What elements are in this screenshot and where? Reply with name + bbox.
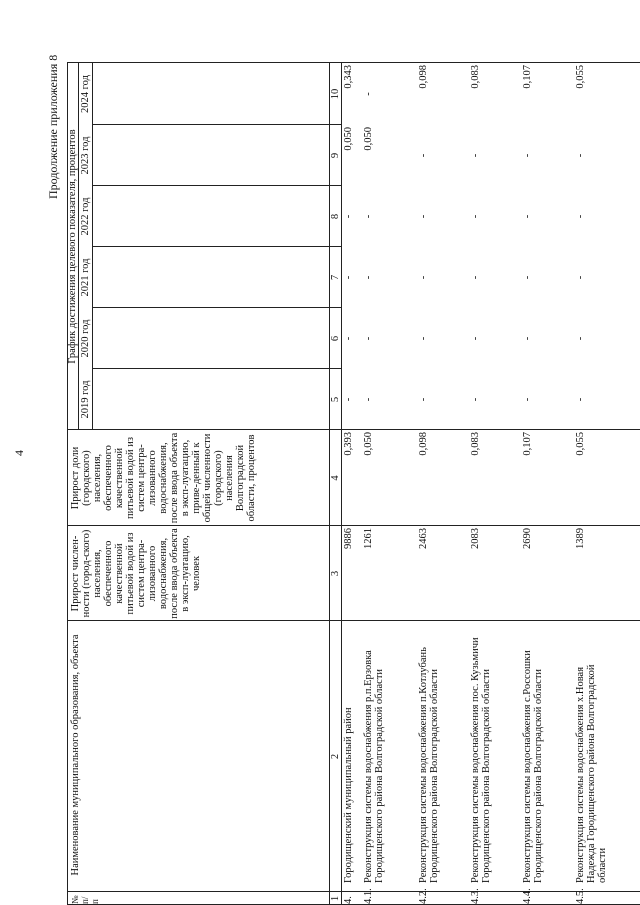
row-2021: - (343, 275, 354, 280)
col-divider-9 (92, 124, 341, 125)
row-name: Реконструкция системы водоснабжения пос. Кузьмичи Городищенского района Волгоградской области (470, 637, 492, 883)
row-2021: - (470, 275, 481, 280)
row-2019: - (470, 397, 481, 402)
header-col1: № п/п (70, 895, 100, 904)
row-2022: - (470, 214, 481, 219)
row-name: Реконструкция системы водоснабжения х.Новая Надежда Городищенского района Волгоградской области (575, 664, 608, 883)
row-2023: - (418, 153, 429, 158)
row-number: 4. (343, 896, 354, 904)
row-share: 0,055 (575, 432, 586, 456)
row-population: 2083 (470, 528, 481, 549)
row-2024: 0,055 (575, 65, 586, 89)
row-2019: - (343, 397, 354, 402)
row-number: 4.3. (470, 888, 481, 904)
row-2023: - (470, 153, 481, 158)
year-2021: 2021 год (80, 258, 91, 297)
row-share: 0,107 (522, 432, 533, 456)
row-2023: - (575, 153, 586, 158)
row-number: 4.2. (418, 888, 429, 904)
page-number: 4 (12, 450, 26, 456)
colnum-10: 10 (330, 88, 341, 100)
row-name: Реконструкция системы водоснабжения с.Россошки Городищенского района Волгоградской области (522, 650, 544, 883)
header-col3: Прирост числен-ности (город-ского) населения, обеспеченного качественной питьевой водой из систем центра-лизованного водоснабжения, после ввода объекта в эксп-луатацию, человек (70, 528, 202, 619)
header-col4: Прирост доли (городского) населения, обеспеченного качественной питьевой водой из систем центра-лизованного водоснабжения, после ввода объекта в эксп-луатацию, приве-денный к общей численности (городского) населения Волгоградской области, процентов (70, 432, 257, 524)
row-number: 4.1. (363, 888, 374, 904)
row-population: 9886 (343, 528, 354, 549)
row-2022: - (522, 214, 533, 219)
appendix-continuation: Продолжение приложения 8 (46, 54, 60, 199)
colnum-9: 9 (330, 152, 341, 159)
row-2021: - (363, 275, 374, 280)
row-2020: - (418, 336, 429, 341)
row-name: Реконструкция системы водоснабжения п.Котлубань Городищенского района Волгоградской области (418, 647, 440, 883)
row-2023: 0,050 (343, 127, 354, 151)
row-share: 0,050 (363, 432, 374, 456)
row-population: 2463 (418, 528, 429, 549)
col-divider-1 (67, 891, 640, 892)
colnum-5: 5 (330, 396, 341, 403)
row-2020: - (363, 336, 374, 341)
row-2022: - (575, 214, 586, 219)
row-share: 0,393 (343, 432, 354, 456)
year-2020: 2020 год (80, 319, 91, 358)
row-2019: - (418, 397, 429, 402)
year-2024: 2024 год (80, 75, 91, 113)
row-2024: 0,083 (470, 65, 481, 89)
colnum-3: 3 (330, 570, 341, 577)
row-2022: - (343, 214, 354, 219)
row-number: 4.4. (522, 888, 533, 904)
row-2020: - (575, 336, 586, 341)
row-2024: - (363, 92, 374, 96)
row-2019: - (575, 397, 586, 402)
row-number: 4.5. (575, 888, 586, 904)
row-2020: - (343, 336, 354, 341)
row-2021: - (522, 275, 533, 280)
row-2019: - (363, 397, 374, 402)
col-divider-8 (92, 185, 341, 186)
row-2024: 0,098 (418, 65, 429, 89)
row-population: 1261 (363, 528, 374, 549)
col-divider-6 (92, 307, 341, 308)
row-2020: - (522, 336, 533, 341)
row-share: 0,083 (470, 432, 481, 456)
row-2024: 0,107 (522, 65, 533, 89)
year-2019: 2019 год (80, 380, 91, 419)
row-2019: - (522, 397, 533, 402)
col-divider-5 (92, 368, 341, 369)
schedule-group-line (78, 63, 79, 430)
row-population: 2690 (522, 528, 533, 549)
colnum-1: 1 (330, 895, 341, 902)
col-divider-7 (92, 246, 341, 247)
row-2024: 0,343 (343, 65, 354, 89)
row-2020: - (470, 336, 481, 341)
colnum-6: 6 (330, 335, 341, 342)
row-2021: - (418, 275, 429, 280)
row-name: Реконструкция системы водоснабжения р.п.Ерзовка Городищенского района Волгоградской области (363, 650, 385, 883)
year-2022: 2022 год (80, 197, 91, 236)
row-population: 1389 (575, 528, 586, 549)
numbers-bottom-line (341, 63, 342, 905)
row-2022: - (363, 214, 374, 219)
row-name: Городищенский муниципальный район (343, 707, 354, 883)
table-right-border (67, 62, 640, 63)
year-2023: 2023 год (80, 136, 91, 175)
colnum-8: 8 (330, 213, 341, 220)
row-share: 0,098 (418, 432, 429, 456)
row-2021: - (575, 275, 586, 280)
header-col2: Наименование муниципального образования, объекта (70, 634, 81, 876)
colnum-4: 4 (330, 475, 341, 481)
row-2022: - (418, 214, 429, 219)
schedule-group-header: График достижения целевого показателя, процентов (67, 129, 78, 364)
row-2023: 0,050 (363, 127, 374, 151)
colnum-7: 7 (330, 274, 341, 281)
colnum-2: 2 (330, 753, 341, 760)
row-2023: - (522, 153, 533, 158)
